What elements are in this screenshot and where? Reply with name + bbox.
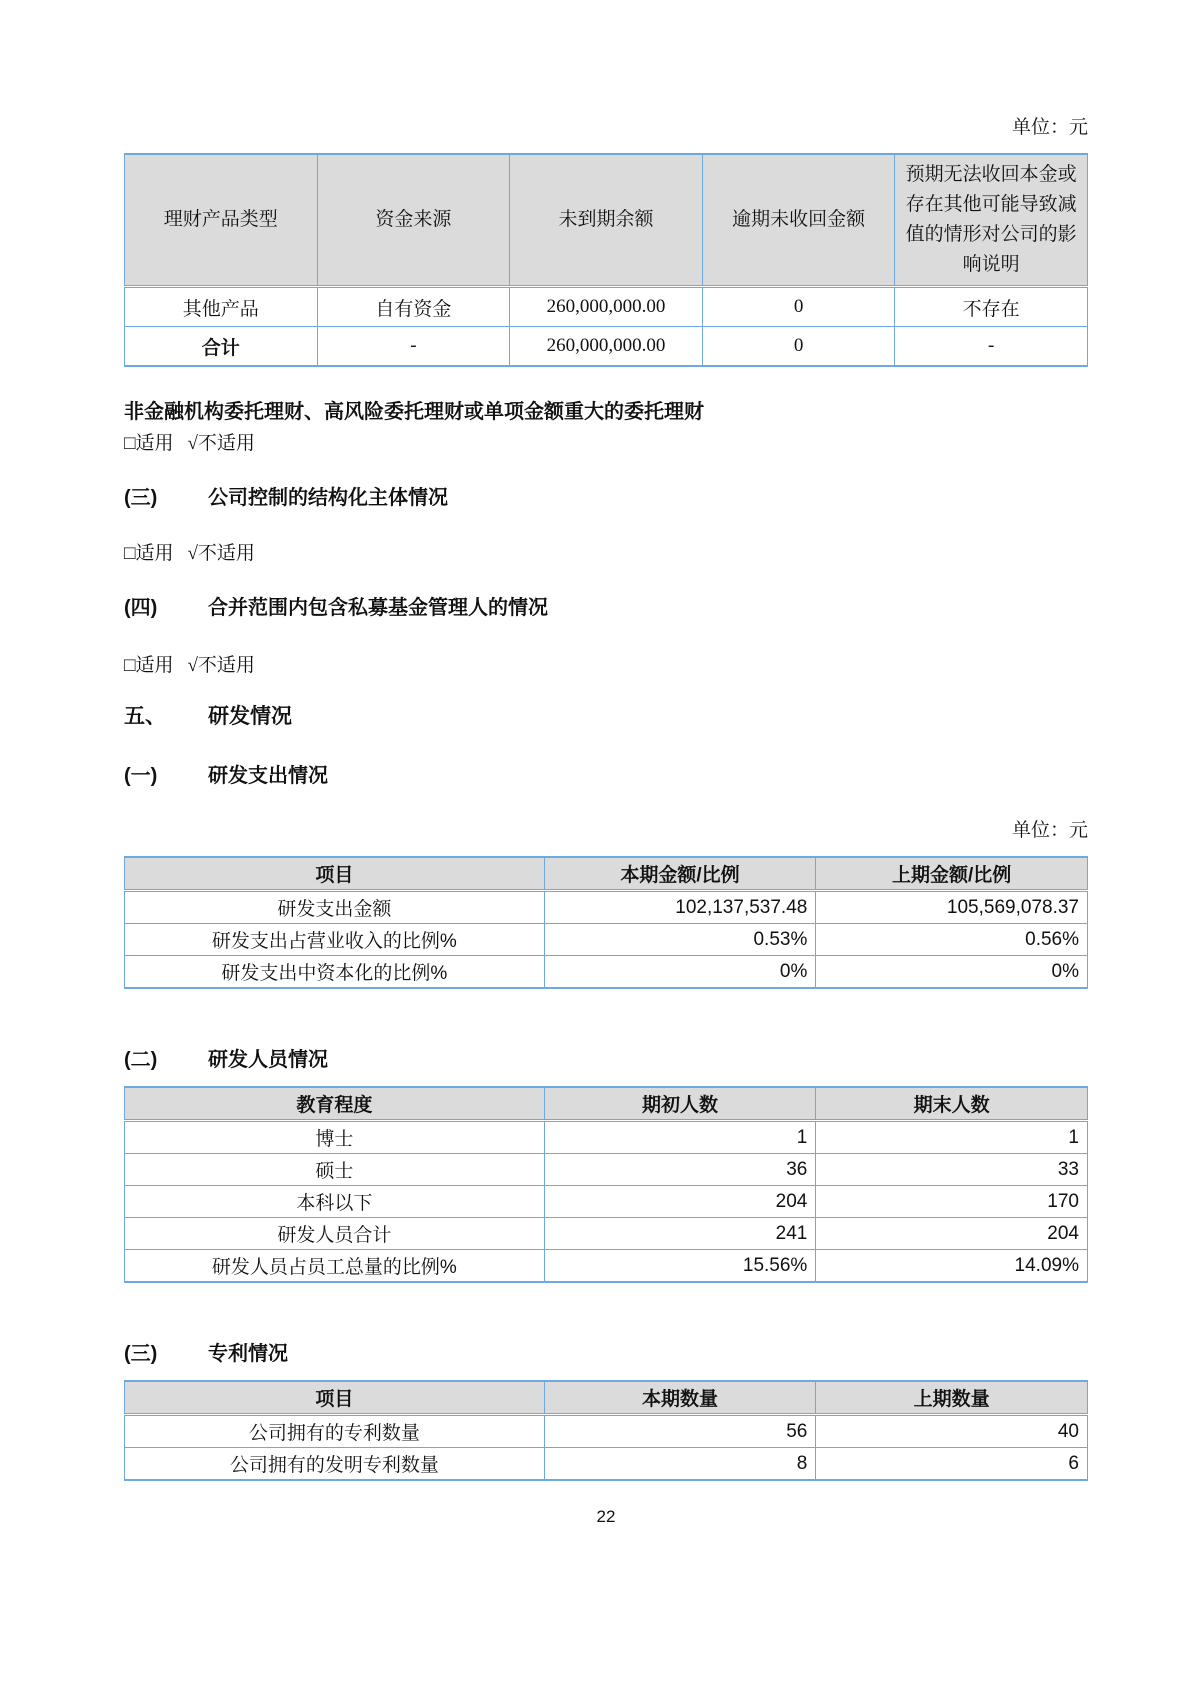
table-row: [125, 891, 1088, 924]
table-cell: 260,000,000.00: [510, 327, 703, 367]
table-cell: 0: [702, 327, 895, 367]
table-cell: 102,137,537.48: [544, 891, 816, 924]
column-header: 项目: [125, 1381, 545, 1415]
column-header: 项目: [125, 857, 545, 891]
header-row: [125, 1381, 1088, 1415]
header-row: [125, 1087, 1088, 1121]
table-cell: 博士: [125, 1121, 545, 1154]
checkmark-not-applicable: √不适用: [187, 543, 255, 564]
unit-label-1: 单位：元: [1011, 117, 1088, 138]
table-cell: -: [317, 327, 510, 367]
column-header: 资金来源: [317, 154, 510, 287]
table-row: [125, 327, 1088, 367]
section-heading-rd-expenditure: [124, 763, 1088, 789]
table-cell: 204: [816, 1218, 1088, 1250]
patents-table: [124, 1380, 1088, 1481]
table-row: [125, 1448, 1088, 1481]
section-number: (三): [124, 487, 158, 509]
table-cell: 研发人员占员工总量的比例%: [125, 1250, 545, 1283]
table-cell: 36: [544, 1154, 816, 1186]
section-number: (一): [124, 765, 158, 787]
checkbox-unchecked-applicable: □适用: [124, 655, 174, 676]
column-header: 逾期未收回金额: [702, 154, 895, 287]
applicability-line-2: [124, 541, 1088, 567]
table-row: [125, 287, 1088, 327]
table-cell: 260,000,000.00: [510, 287, 703, 327]
table-cell: 241: [544, 1218, 816, 1250]
table-cell: 0.56%: [816, 924, 1088, 956]
section-title: 合并范围内包含私募基金管理人的情况: [208, 597, 548, 619]
section-number: (三): [124, 1343, 158, 1365]
header-row: [125, 857, 1088, 891]
column-header: 教育程度: [125, 1087, 545, 1121]
table-cell: 研发人员合计: [125, 1218, 545, 1250]
column-header: 本期金额/比例: [544, 857, 816, 891]
checkbox-unchecked-applicable: □适用: [124, 543, 174, 564]
column-header: 本期数量: [544, 1381, 816, 1415]
table-cell: 14.09%: [816, 1250, 1088, 1283]
table-row: [125, 924, 1088, 956]
table-cell: -: [895, 327, 1088, 367]
table-cell: 公司拥有的专利数量: [125, 1415, 545, 1448]
table-cell: 自有资金: [317, 287, 510, 327]
section-title: 公司控制的结构化主体情况: [208, 487, 448, 509]
table-row: [125, 1186, 1088, 1218]
table-cell: 170: [816, 1186, 1088, 1218]
column-header: 未到期余额: [510, 154, 703, 287]
section-title: 专利情况: [208, 1343, 288, 1365]
section-number: 五、: [124, 705, 166, 728]
page-number: 22: [596, 1507, 616, 1526]
checkmark-not-applicable: √不适用: [187, 433, 255, 454]
table-cell: 0%: [816, 956, 1088, 989]
section-heading-rd-overview: [124, 703, 1088, 731]
table-cell: 0.53%: [544, 924, 816, 956]
column-header: 预期无法收回本金或存在其他可能导致减值的情形对公司的影响说明: [895, 154, 1088, 287]
section-title: 研发人员情况: [208, 1049, 328, 1071]
table-cell: 15.56%: [544, 1250, 816, 1283]
section-number: (四): [124, 597, 158, 619]
table-cell: 不存在: [895, 287, 1088, 327]
table-cell: 0: [702, 287, 895, 327]
table-cell: 40: [816, 1415, 1088, 1448]
section-title: 研发情况: [208, 705, 292, 728]
checkbox-unchecked-applicable: □适用: [124, 433, 174, 454]
section-heading-rd-personnel: [124, 1047, 1088, 1073]
table-cell: 研发支出金额: [125, 891, 545, 924]
table-cell: 6: [816, 1448, 1088, 1481]
applicability-line-1: [124, 431, 1088, 457]
entrusted-note-title: 非金融机构委托理财、高风险委托理财或单项金额重大的委托理财: [124, 401, 704, 423]
column-header: 理财产品类型: [125, 154, 318, 287]
section-title: 研发支出情况: [208, 765, 328, 787]
table-cell: 合计: [125, 327, 318, 367]
section-heading-structured-entities: [124, 485, 1088, 511]
table-cell: 硕士: [125, 1154, 545, 1186]
table-cell: 其他产品: [125, 287, 318, 327]
table-cell: 204: [544, 1186, 816, 1218]
column-header: 期初人数: [544, 1087, 816, 1121]
column-header: 上期金额/比例: [816, 857, 1088, 891]
table-cell: 1: [816, 1121, 1088, 1154]
table-row: [125, 1121, 1088, 1154]
header-row: [125, 154, 1088, 287]
applicability-line-3: [124, 653, 1088, 679]
table-row: [125, 1154, 1088, 1186]
table-cell: 56: [544, 1415, 816, 1448]
table-cell: 1: [544, 1121, 816, 1154]
checkmark-not-applicable: √不适用: [187, 655, 255, 676]
column-header: 上期数量: [816, 1381, 1088, 1415]
table-cell: 8: [544, 1448, 816, 1481]
section-heading-private-fund-managers: [124, 595, 1088, 621]
page-content: [0, 116, 1200, 1527]
rd-personnel-table: [124, 1086, 1088, 1283]
table-cell: 33: [816, 1154, 1088, 1186]
column-header: 期末人数: [816, 1087, 1088, 1121]
wealth-products-table: [124, 153, 1088, 367]
table-row: [125, 956, 1088, 989]
section-number: (二): [124, 1049, 158, 1071]
table-cell: 本科以下: [125, 1186, 545, 1218]
table-row: [125, 1250, 1088, 1283]
table-cell: 研发支出中资本化的比例%: [125, 956, 545, 989]
table-cell: 公司拥有的发明专利数量: [125, 1448, 545, 1481]
section-heading-patents: [124, 1341, 1088, 1367]
table-row: [125, 1218, 1088, 1250]
table-row: [125, 1415, 1088, 1448]
table-cell: 0%: [544, 956, 816, 989]
table-cell: 研发支出占营业收入的比例%: [125, 924, 545, 956]
unit-label-2: 单位：元: [1011, 820, 1088, 841]
rd-expenditure-table: [124, 856, 1088, 989]
table-cell: 105,569,078.37: [816, 891, 1088, 924]
